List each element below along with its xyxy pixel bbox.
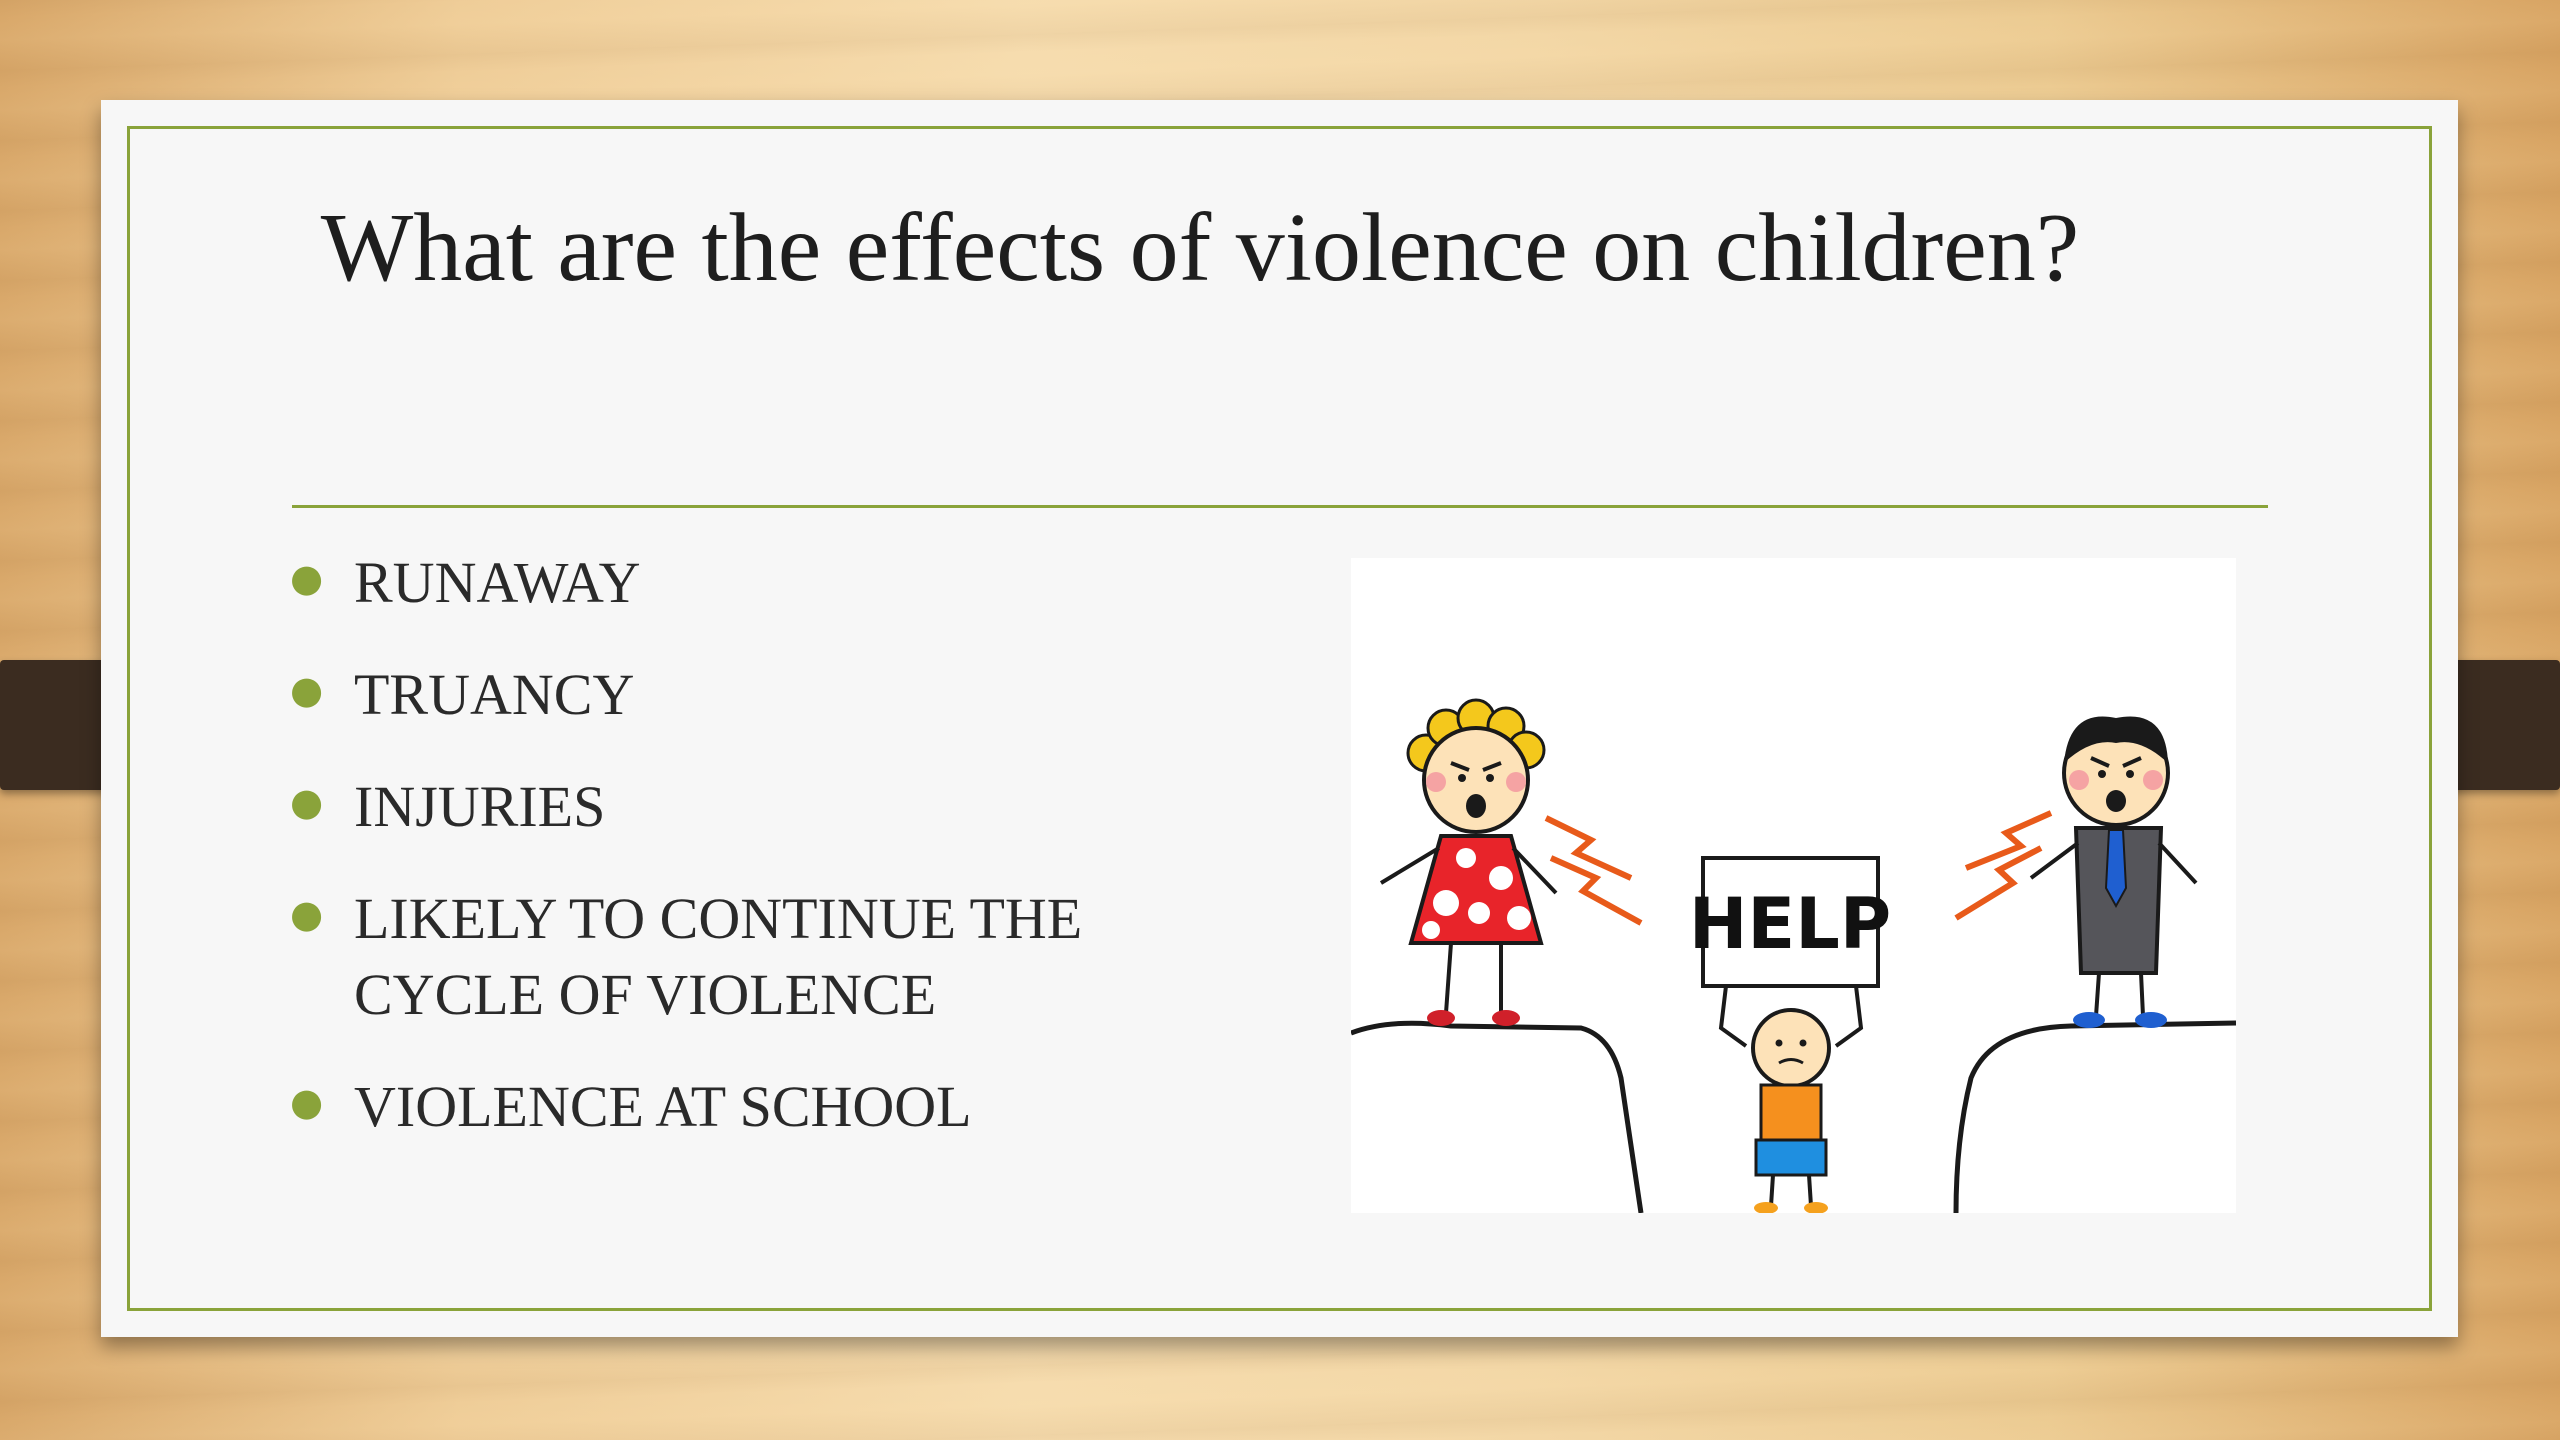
bullet-item: [290, 769, 1290, 845]
left-cliff: [1351, 1023, 1641, 1213]
bullet-text: INJURIES: [354, 774, 606, 839]
mother-figure: [1381, 700, 1556, 1026]
cartoon-illustration: [1351, 558, 2236, 1213]
bullet-item: [290, 1069, 1290, 1145]
bullet-item: [290, 657, 1290, 733]
bullet-dot-icon: ●: [290, 668, 324, 712]
anger-lightning-right-icon: [1956, 813, 2051, 918]
bullet-dot-icon: ●: [290, 780, 324, 824]
help-sign-text: HELP: [1688, 883, 1892, 965]
slide-title: What are the effects of violence on children?: [320, 194, 2080, 302]
anger-lightning-left-icon: [1546, 818, 1641, 923]
illustration-violence-children: [1351, 558, 2236, 1213]
bullet-text: VIOLENCE AT SCHOOL: [354, 1074, 972, 1139]
father-figure: [2031, 716, 2196, 1028]
bullet-text: TRUANCY: [354, 662, 635, 727]
bullet-item: [290, 545, 1290, 621]
bullet-dot-icon: ●: [290, 556, 324, 600]
bullet-dot-icon: ●: [290, 1080, 324, 1124]
bullet-dot-icon: ●: [290, 892, 324, 936]
right-cliff: [1956, 1023, 2236, 1213]
title-divider: [292, 505, 2268, 508]
bullet-list: [290, 545, 1290, 1181]
bullet-text: LIKELY TO CONTINUE THE CYCLE OF VIOLENCE: [354, 886, 1083, 1027]
bullet-text: RUNAWAY: [354, 550, 641, 615]
bullet-item: [290, 881, 1290, 1033]
